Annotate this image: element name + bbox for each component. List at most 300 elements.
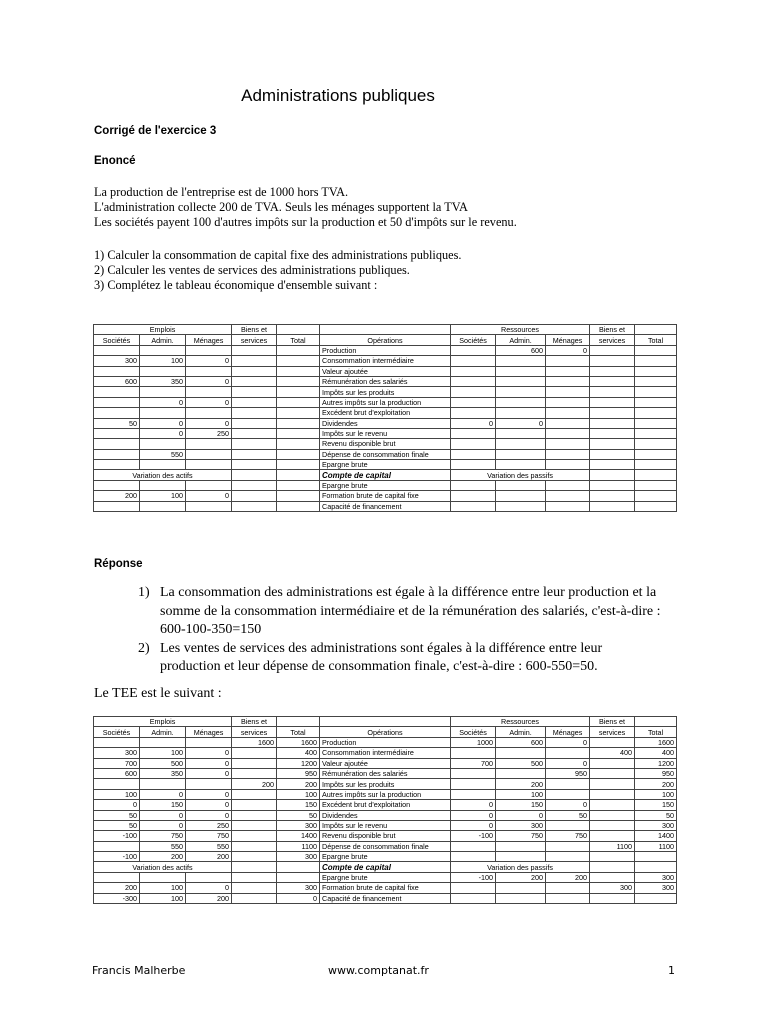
operation-label: Impôts sur le revenu bbox=[320, 428, 451, 438]
value-cell bbox=[451, 748, 496, 758]
value-cell bbox=[277, 872, 320, 882]
enonce-heading: Enoncé bbox=[94, 155, 136, 167]
header-cell bbox=[635, 325, 677, 335]
value-cell bbox=[277, 397, 320, 407]
value-cell bbox=[140, 737, 186, 747]
compte-capital-label: Compte de capital bbox=[320, 470, 451, 480]
value-cell: 100 bbox=[140, 883, 186, 893]
value-cell: 100 bbox=[94, 789, 140, 799]
value-cell: 200 bbox=[546, 872, 590, 882]
value-cell bbox=[451, 491, 496, 501]
value-cell bbox=[590, 758, 635, 768]
exercise-table bbox=[93, 324, 677, 512]
value-cell: 500 bbox=[140, 758, 186, 768]
header-cell bbox=[635, 717, 677, 727]
value-cell: 200 bbox=[496, 779, 546, 789]
value-cell: 550 bbox=[140, 449, 186, 459]
value-cell: 950 bbox=[635, 768, 677, 778]
value-cell: 300 bbox=[635, 872, 677, 882]
answer-number: 1) bbox=[138, 585, 150, 600]
value-cell bbox=[277, 366, 320, 376]
header-cell bbox=[277, 717, 320, 727]
value-cell bbox=[546, 376, 590, 386]
value-cell: 250 bbox=[186, 428, 232, 438]
value-cell bbox=[635, 893, 677, 903]
value-cell: 750 bbox=[140, 831, 186, 841]
value-cell bbox=[635, 439, 677, 449]
value-cell: 1000 bbox=[451, 737, 496, 747]
value-cell bbox=[140, 408, 186, 418]
value-cell bbox=[590, 428, 635, 438]
table-row bbox=[94, 800, 677, 810]
value-cell bbox=[140, 439, 186, 449]
value-cell bbox=[635, 852, 677, 862]
value-cell bbox=[546, 789, 590, 799]
value-cell bbox=[590, 501, 635, 511]
column-header: Admin. bbox=[496, 727, 546, 737]
answer-line: production et leur dépense de consommation finale, c'est-à-dire : 600-550=50. bbox=[160, 659, 598, 675]
answer-line: La consommation des administrations est égale à la différence entre leur production et la bbox=[160, 585, 657, 600]
value-cell bbox=[496, 428, 546, 438]
value-cell bbox=[546, 439, 590, 449]
value-cell: 0 bbox=[451, 418, 496, 428]
value-cell: 100 bbox=[635, 789, 677, 799]
value-cell: 600 bbox=[94, 768, 140, 778]
operation-label: Impôts sur les produits bbox=[320, 779, 451, 789]
value-cell: 750 bbox=[186, 831, 232, 841]
table-row bbox=[94, 408, 677, 418]
value-cell: 200 bbox=[140, 852, 186, 862]
value-cell bbox=[232, 758, 277, 768]
value-cell bbox=[590, 460, 635, 470]
value-cell bbox=[496, 480, 546, 490]
value-cell: 350 bbox=[140, 376, 186, 386]
value-cell bbox=[94, 841, 140, 851]
operation-label: Formation brute de capital fixe bbox=[320, 883, 451, 893]
value-cell: 700 bbox=[451, 758, 496, 768]
value-cell: 0 bbox=[186, 800, 232, 810]
value-cell bbox=[546, 893, 590, 903]
operation-label: Epargne brute bbox=[320, 480, 451, 490]
value-cell bbox=[496, 841, 546, 851]
value-cell bbox=[546, 748, 590, 758]
value-cell bbox=[451, 501, 496, 511]
operation-label: Valeur ajoutée bbox=[320, 758, 451, 768]
footer-author: Francis Malherbe bbox=[92, 964, 186, 977]
value-cell bbox=[451, 397, 496, 407]
value-cell: 250 bbox=[186, 820, 232, 830]
answer-line: 600-100-350=150 bbox=[160, 622, 262, 638]
value-cell: 0 bbox=[186, 356, 232, 366]
table-row bbox=[94, 748, 677, 758]
operation-label: Autres impôts sur la production bbox=[320, 397, 451, 407]
value-cell bbox=[590, 831, 635, 841]
value-cell: 100 bbox=[140, 356, 186, 366]
value-cell bbox=[590, 470, 635, 480]
enonce-text bbox=[94, 185, 517, 230]
tee-intro: Le TEE est le suivant : bbox=[94, 686, 222, 701]
value-cell bbox=[232, 439, 277, 449]
table-row bbox=[94, 841, 677, 851]
column-header: Total bbox=[277, 335, 320, 345]
footer-page-number: 1 bbox=[668, 964, 675, 977]
value-cell bbox=[140, 501, 186, 511]
value-cell bbox=[546, 820, 590, 830]
answer-number: 2) bbox=[138, 640, 150, 656]
column-header: Total bbox=[635, 335, 677, 345]
value-cell: 100 bbox=[140, 491, 186, 501]
value-cell bbox=[590, 852, 635, 862]
operation-label: Epargne brute bbox=[320, 872, 451, 882]
value-cell bbox=[232, 376, 277, 386]
value-cell bbox=[140, 460, 186, 470]
operation-label: Dépense de consommation finale bbox=[320, 841, 451, 851]
value-cell: 0 bbox=[140, 418, 186, 428]
value-cell: 950 bbox=[546, 768, 590, 778]
value-cell bbox=[94, 872, 140, 882]
value-cell bbox=[546, 883, 590, 893]
column-header: Opérations bbox=[320, 727, 451, 737]
value-cell bbox=[232, 789, 277, 799]
biens-header: Biens et bbox=[232, 717, 277, 727]
value-cell: 0 bbox=[496, 418, 546, 428]
biens-header: Biens et bbox=[590, 717, 635, 727]
value-cell bbox=[496, 376, 546, 386]
value-cell: 1600 bbox=[635, 737, 677, 747]
operation-label: Valeur ajoutée bbox=[320, 366, 451, 376]
value-cell bbox=[94, 501, 140, 511]
value-cell bbox=[635, 356, 677, 366]
value-cell bbox=[277, 408, 320, 418]
column-header: services bbox=[590, 727, 635, 737]
column-header: Sociétés bbox=[94, 727, 140, 737]
value-cell: 0 bbox=[186, 748, 232, 758]
value-cell: 200 bbox=[94, 491, 140, 501]
value-cell: -100 bbox=[451, 872, 496, 882]
table-row bbox=[94, 397, 677, 407]
value-cell bbox=[546, 852, 590, 862]
table-row bbox=[94, 820, 677, 830]
value-cell bbox=[451, 408, 496, 418]
value-cell: 150 bbox=[496, 800, 546, 810]
value-cell: 300 bbox=[496, 820, 546, 830]
value-cell bbox=[635, 408, 677, 418]
value-cell bbox=[277, 480, 320, 490]
header-cell bbox=[320, 325, 451, 335]
table-row bbox=[94, 872, 677, 882]
value-cell bbox=[232, 470, 277, 480]
operation-label: Impôts sur les produits bbox=[320, 387, 451, 397]
table-row bbox=[94, 428, 677, 438]
operation-label: Consommation intermédiaire bbox=[320, 748, 451, 758]
value-cell bbox=[590, 862, 635, 872]
operation-label: Autres impôts sur la production bbox=[320, 789, 451, 799]
value-cell bbox=[451, 376, 496, 386]
value-cell bbox=[451, 460, 496, 470]
value-cell bbox=[94, 449, 140, 459]
value-cell: 1200 bbox=[635, 758, 677, 768]
value-cell bbox=[232, 480, 277, 490]
value-cell bbox=[590, 872, 635, 882]
value-cell bbox=[186, 439, 232, 449]
value-cell bbox=[546, 356, 590, 366]
value-cell bbox=[186, 449, 232, 459]
table-row bbox=[94, 356, 677, 366]
operation-label: Epargne brute bbox=[320, 852, 451, 862]
value-cell bbox=[635, 449, 677, 459]
value-cell bbox=[546, 460, 590, 470]
value-cell: 150 bbox=[277, 800, 320, 810]
value-cell: 0 bbox=[451, 800, 496, 810]
table-header-row bbox=[94, 717, 677, 727]
value-cell bbox=[232, 883, 277, 893]
variation-passifs-label: Variation des passifs bbox=[451, 470, 590, 480]
value-cell bbox=[232, 841, 277, 851]
value-cell bbox=[232, 491, 277, 501]
value-cell: 50 bbox=[94, 418, 140, 428]
column-header: services bbox=[232, 335, 277, 345]
value-cell: 50 bbox=[94, 810, 140, 820]
operation-label: Dépense de consommation finale bbox=[320, 449, 451, 459]
value-cell: 200 bbox=[496, 872, 546, 882]
value-cell bbox=[277, 345, 320, 355]
value-cell: 0 bbox=[186, 768, 232, 778]
value-cell bbox=[451, 356, 496, 366]
answer-line: Les ventes de services des administrations sont égales à la différence entre leur bbox=[160, 640, 603, 656]
question-item: 2) Calculer les ventes de services des administrations publiques. bbox=[94, 263, 410, 277]
operation-label: Revenu disponible brut bbox=[320, 831, 451, 841]
emplois-header: Emplois bbox=[94, 717, 232, 727]
value-cell bbox=[186, 779, 232, 789]
value-cell bbox=[546, 418, 590, 428]
value-cell bbox=[546, 501, 590, 511]
answer-line: somme de la consommation intermédiaire et de la rémunération des salariés, c'est-à-dire : bbox=[160, 603, 661, 619]
value-cell bbox=[590, 737, 635, 747]
value-cell: 200 bbox=[635, 779, 677, 789]
value-cell bbox=[546, 408, 590, 418]
value-cell bbox=[451, 480, 496, 490]
value-cell bbox=[140, 345, 186, 355]
value-cell bbox=[635, 501, 677, 511]
value-cell: 0 bbox=[546, 345, 590, 355]
value-cell: 550 bbox=[186, 841, 232, 851]
value-cell: 0 bbox=[496, 810, 546, 820]
value-cell bbox=[232, 356, 277, 366]
value-cell bbox=[635, 491, 677, 501]
table-header-row bbox=[94, 335, 677, 345]
value-cell: 0 bbox=[546, 800, 590, 810]
table-row bbox=[94, 758, 677, 768]
value-cell bbox=[590, 800, 635, 810]
value-cell bbox=[590, 820, 635, 830]
value-cell: 600 bbox=[94, 376, 140, 386]
value-cell: 1600 bbox=[232, 737, 277, 747]
ressources-header: Ressources bbox=[451, 717, 590, 727]
value-cell bbox=[94, 397, 140, 407]
value-cell bbox=[496, 893, 546, 903]
value-cell bbox=[451, 852, 496, 862]
value-cell bbox=[496, 460, 546, 470]
ressources-header: Ressources bbox=[451, 325, 590, 335]
operation-label: Dividendes bbox=[320, 418, 451, 428]
value-cell: 700 bbox=[94, 758, 140, 768]
table-row bbox=[94, 366, 677, 376]
column-header: Total bbox=[635, 727, 677, 737]
value-cell bbox=[94, 439, 140, 449]
table-row bbox=[94, 491, 677, 501]
value-cell: 0 bbox=[186, 758, 232, 768]
value-cell bbox=[496, 366, 546, 376]
value-cell: -300 bbox=[94, 893, 140, 903]
value-cell bbox=[232, 345, 277, 355]
table-row bbox=[94, 831, 677, 841]
value-cell bbox=[94, 408, 140, 418]
value-cell: 300 bbox=[635, 883, 677, 893]
table-row bbox=[94, 387, 677, 397]
value-cell bbox=[635, 480, 677, 490]
value-cell bbox=[546, 779, 590, 789]
value-cell bbox=[94, 366, 140, 376]
value-cell bbox=[232, 397, 277, 407]
value-cell: 100 bbox=[140, 893, 186, 903]
value-cell bbox=[94, 480, 140, 490]
value-cell bbox=[635, 366, 677, 376]
table-row bbox=[94, 501, 677, 511]
value-cell bbox=[590, 449, 635, 459]
operation-label: Rémunération des salariés bbox=[320, 768, 451, 778]
column-header: Ménages bbox=[186, 335, 232, 345]
value-cell: 200 bbox=[186, 893, 232, 903]
value-cell: 0 bbox=[94, 800, 140, 810]
value-cell: 50 bbox=[277, 810, 320, 820]
value-cell bbox=[451, 841, 496, 851]
value-cell bbox=[635, 460, 677, 470]
value-cell bbox=[451, 883, 496, 893]
value-cell: 1600 bbox=[277, 737, 320, 747]
table-row bbox=[94, 852, 677, 862]
operation-label: Rémunération des salariés bbox=[320, 376, 451, 386]
value-cell bbox=[496, 748, 546, 758]
value-cell bbox=[277, 418, 320, 428]
value-cell bbox=[186, 872, 232, 882]
value-cell bbox=[232, 408, 277, 418]
value-cell bbox=[451, 428, 496, 438]
compte-capital-label: Compte de capital bbox=[320, 862, 451, 872]
value-cell bbox=[232, 893, 277, 903]
value-cell bbox=[232, 366, 277, 376]
value-cell bbox=[546, 387, 590, 397]
value-cell: 50 bbox=[94, 820, 140, 830]
operation-label: Epargne brute bbox=[320, 460, 451, 470]
table-row bbox=[94, 460, 677, 470]
answer-item bbox=[138, 584, 661, 640]
value-cell bbox=[232, 428, 277, 438]
value-cell bbox=[635, 345, 677, 355]
header-cell bbox=[277, 325, 320, 335]
column-header: Admin. bbox=[140, 335, 186, 345]
table-row bbox=[94, 480, 677, 490]
column-header: Ménages bbox=[546, 727, 590, 737]
value-cell bbox=[590, 768, 635, 778]
table-row bbox=[94, 376, 677, 386]
column-header: Sociétés bbox=[451, 335, 496, 345]
value-cell bbox=[232, 831, 277, 841]
value-cell bbox=[590, 779, 635, 789]
value-cell bbox=[232, 862, 277, 872]
value-cell bbox=[590, 810, 635, 820]
value-cell bbox=[451, 779, 496, 789]
table-row bbox=[94, 768, 677, 778]
value-cell: 950 bbox=[277, 768, 320, 778]
value-cell bbox=[94, 737, 140, 747]
answers-list bbox=[138, 584, 661, 677]
value-cell bbox=[635, 387, 677, 397]
value-cell: 600 bbox=[496, 345, 546, 355]
column-header: Sociétés bbox=[94, 335, 140, 345]
operation-label: Capacité de financement bbox=[320, 893, 451, 903]
value-cell bbox=[590, 387, 635, 397]
value-cell: 300 bbox=[277, 820, 320, 830]
page-title: Administrations publiques bbox=[241, 86, 435, 105]
value-cell: 200 bbox=[232, 779, 277, 789]
value-cell: 200 bbox=[277, 779, 320, 789]
value-cell bbox=[232, 820, 277, 830]
value-cell: 100 bbox=[140, 748, 186, 758]
table-row bbox=[94, 789, 677, 799]
value-cell bbox=[496, 356, 546, 366]
tee-table bbox=[93, 716, 677, 904]
value-cell bbox=[451, 768, 496, 778]
value-cell bbox=[140, 779, 186, 789]
operation-label: Dividendes bbox=[320, 810, 451, 820]
value-cell bbox=[635, 428, 677, 438]
value-cell bbox=[496, 408, 546, 418]
value-cell: 0 bbox=[140, 789, 186, 799]
variation-actifs-label: Variation des actifs bbox=[94, 862, 232, 872]
value-cell bbox=[496, 439, 546, 449]
operation-label: Impôts sur le revenu bbox=[320, 820, 451, 830]
value-cell bbox=[496, 491, 546, 501]
value-cell: 1100 bbox=[635, 841, 677, 851]
value-cell bbox=[496, 449, 546, 459]
question-item: 1) Calculer la consommation de capital fixe des administrations publiques. bbox=[94, 248, 462, 262]
value-cell: 0 bbox=[186, 491, 232, 501]
value-cell bbox=[546, 366, 590, 376]
value-cell: 300 bbox=[277, 852, 320, 862]
value-cell: 50 bbox=[546, 810, 590, 820]
emplois-header: Emplois bbox=[94, 325, 232, 335]
value-cell bbox=[277, 428, 320, 438]
footer-website[interactable]: www.comptanat.fr bbox=[328, 964, 429, 977]
value-cell: 0 bbox=[140, 397, 186, 407]
value-cell: 0 bbox=[186, 810, 232, 820]
value-cell bbox=[546, 841, 590, 851]
value-cell bbox=[496, 397, 546, 407]
exercise-subtitle: Corrigé de l'exercice 3 bbox=[94, 125, 217, 137]
operation-label: Revenu disponible brut bbox=[320, 439, 451, 449]
value-cell bbox=[94, 428, 140, 438]
value-cell: 0 bbox=[186, 397, 232, 407]
value-cell bbox=[232, 852, 277, 862]
value-cell bbox=[635, 397, 677, 407]
column-header: Opérations bbox=[320, 335, 451, 345]
value-cell bbox=[635, 376, 677, 386]
value-cell: 200 bbox=[186, 852, 232, 862]
value-cell bbox=[590, 439, 635, 449]
value-cell bbox=[277, 491, 320, 501]
operation-label: Capacité de financement bbox=[320, 501, 451, 511]
value-cell: 300 bbox=[277, 883, 320, 893]
